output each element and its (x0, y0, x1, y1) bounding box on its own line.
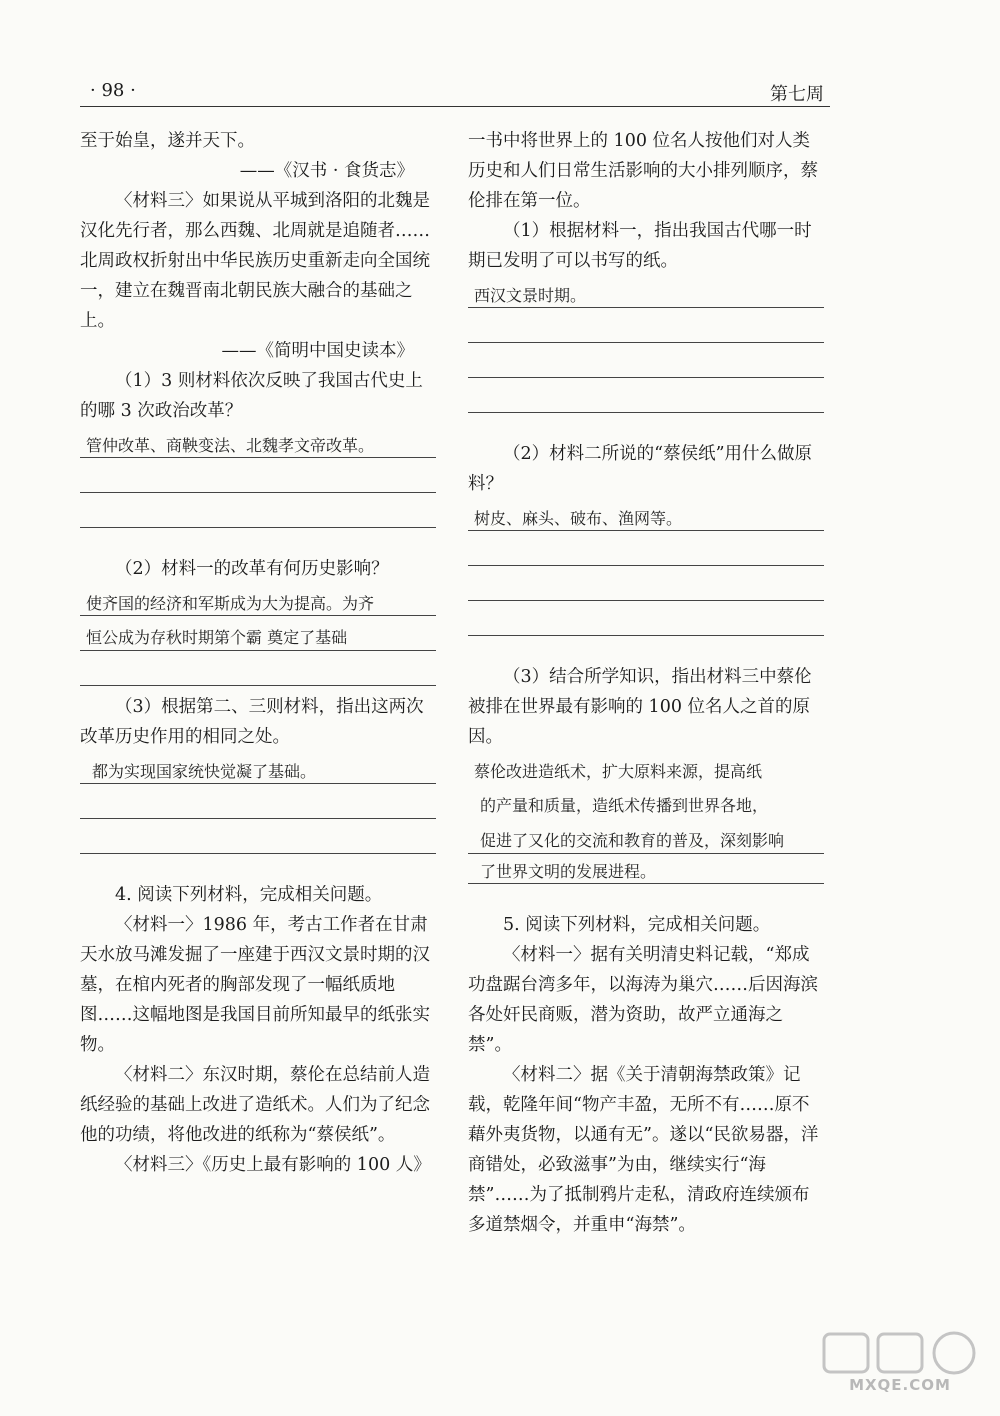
answer-area-q2 (80, 586, 436, 686)
answer-line (468, 378, 824, 413)
answer-line: 西汉文景时期。 (468, 278, 824, 308)
source-citation: ——《简明中国史读本》 (221, 341, 414, 361)
answer-line: 了世界文明的发展进程。 (468, 854, 824, 884)
q4-material-three: 〈材料三〉《历史上最有影响的 100 人》 (115, 1155, 431, 1175)
answer-line (80, 819, 436, 854)
question-1: （1）3 则材料依次反映了我国古代史上的哪 3 次政治改革？ (80, 371, 423, 421)
question-2: （2）材料二所说的“蔡侯纸”用什么做原料？ (468, 444, 813, 494)
continued-text: 一书中将世界上的 100 位名人按他们对人类历史和人们日常生活影响的大小排列顺序，蔡伦排在第一位。 (468, 131, 818, 211)
answer-line: 管仲改革、商鞅变法、北魏孝文帝改革。 (80, 428, 436, 458)
answer-line: 使齐国的经济和军斯成为大为提高。为齐 (80, 586, 436, 616)
answer-line: 都为实现国家统快觉凝了基础。 (80, 754, 436, 784)
q5-material-two: 〈材料二〉据《关于清朝海禁政策》记载，乾隆年间“物产丰盈，无所不有……原不藉外夷货物，以通有无”。遂以“民欲易器，洋商错处，必致滋事”为由，继续实行“海禁”……为了抵制鸦片走私，清政府连续颁布多道禁烟令，并重申“海禁”。 (468, 1065, 819, 1235)
watermark-text: MXQE.COM (849, 1376, 951, 1394)
continued-text: 至于始皇，遂并天下。 (80, 131, 255, 151)
answer-line: 促进了又化的交流和教育的普及，深刻影响 (468, 819, 824, 854)
answer-line (468, 566, 824, 601)
answer-line: 恒公成为存秋时期第个霸 奠定了基础 (80, 616, 436, 651)
q5-material-one: 〈材料一〉据有关明清史料记载，“郑成功盘踞台湾多年，以海涛为巢穴……后因海滨各处奸民商贩，潜为资助，故严立通海之禁”。 (468, 945, 818, 1055)
question-1: （1）根据材料一，指出我国古代哪一时期已发明了可以书写的纸。 (468, 221, 812, 271)
answer-area-q3 (468, 754, 824, 884)
q4-material-two: 〈材料二〉东汉时期，蔡伦在总结前人造纸经验的基础上改进了造纸术。人们为了纪念他的功绩，将他改进的纸称为“蔡侯纸”。 (80, 1065, 430, 1145)
answer-area-q1 (80, 428, 436, 528)
answer-line (468, 308, 824, 343)
question-3: （3）结合所学知识，指出材料三中蔡伦被排在世界最有影响的 100 位名人之首的原因。 (468, 667, 812, 747)
left-column (80, 126, 436, 1180)
answer-line (468, 343, 824, 378)
answer-area-q1 (468, 278, 824, 413)
material-three-text: 〈材料三〉如果说从平城到洛阳的北魏是汉化先行者，那么西魏、北周就是追随者……北周政权折射出中华民族历史重新走向全国统一，建立在魏晋南北朝民族大融合的基础之上。 (80, 191, 430, 331)
question-2: （2）材料一的改革有何历史影响？ (115, 559, 389, 579)
answer-line (468, 531, 824, 566)
answer-line (468, 601, 824, 636)
watermark-logo (820, 1328, 980, 1398)
answer-line: 树皮、麻头、破布、渔网等。 (468, 501, 824, 531)
page-header (80, 76, 830, 107)
question-4-title: 4. 阅读下列材料，完成相关问题。 (115, 885, 383, 905)
right-column (468, 126, 824, 1240)
answer-area-q3 (80, 754, 436, 854)
q4-material-one: 〈材料一〉1986 年，考古工作者在甘肃天水放马滩发掘了一座建于西汉文景时期的汉墓，在棺内死者的胸部发现了一幅纸质地图……这幅地图是我国目前所知最早的纸张实物。 (80, 915, 430, 1055)
answer-line: 蔡伦改进造纸术，扩大原料来源，提高纸 (474, 762, 763, 781)
answer-area-q2 (468, 501, 824, 636)
answer-line (80, 458, 436, 493)
watermark-logo-icon (820, 1328, 980, 1378)
question-5-title: 5. 阅读下列材料，完成相关问题。 (503, 915, 771, 935)
source-citation: ——《汉书 · 食货志》 (239, 161, 414, 181)
question-3: （3）根据第二、三则材料，指出这两次改革历史作用的相同之处。 (80, 697, 424, 747)
week-label: 第七周 (770, 84, 824, 105)
answer-line: 的产量和质量，造纸术传播到世界各地， (480, 796, 769, 815)
answer-line (80, 493, 436, 528)
page-number: · 98 · (90, 80, 136, 101)
answer-line (80, 784, 436, 819)
answer-line (80, 651, 436, 686)
